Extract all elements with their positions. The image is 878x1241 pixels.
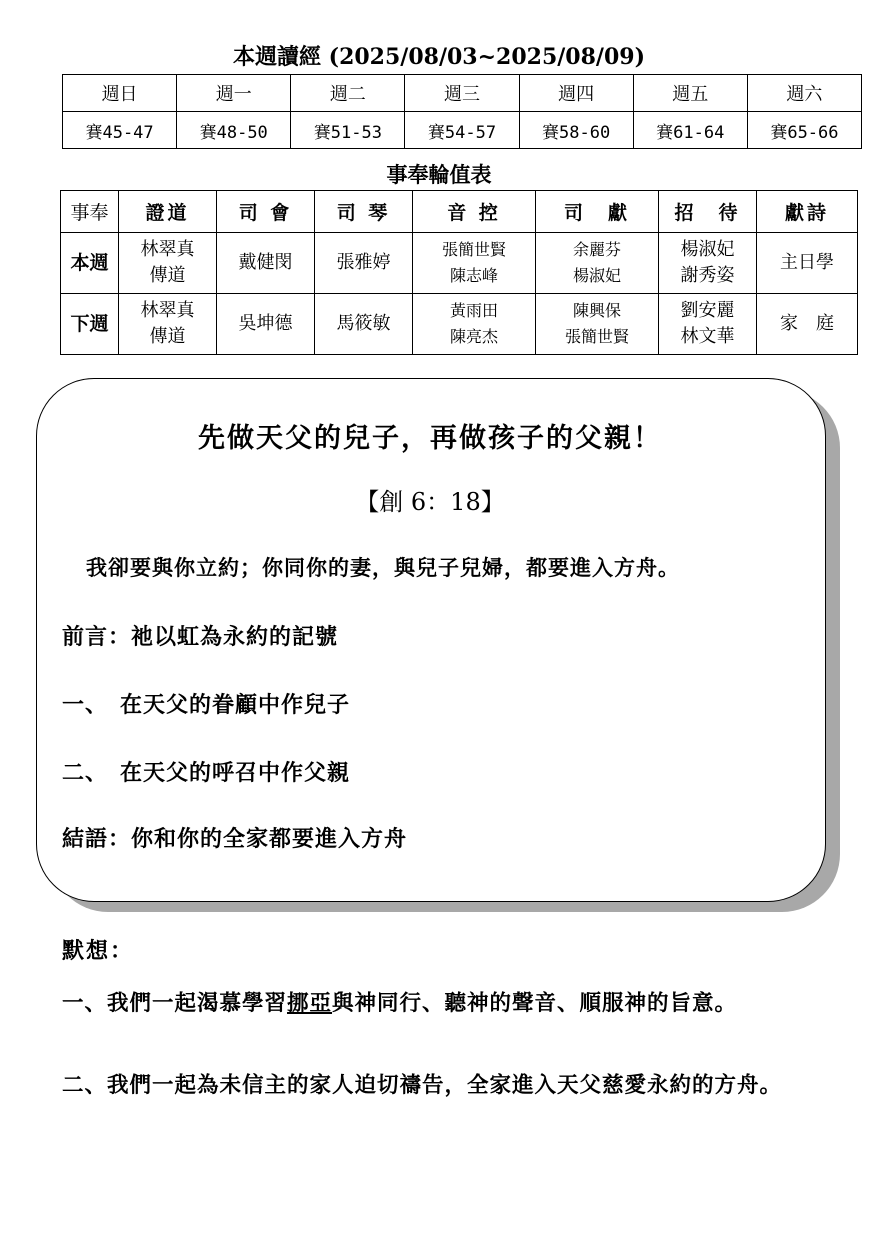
duty-cell — [659, 233, 757, 294]
duty-cell — [413, 294, 536, 355]
duty-cell — [536, 233, 659, 294]
duty-name: 主日學 — [780, 252, 834, 273]
chapter-cell: 賽61-64 — [633, 112, 747, 149]
day-cell: 週六 — [747, 75, 861, 112]
duty-name: 林翠真 — [140, 300, 195, 321]
verse-text: 我卻要與你立約；你同你的妻，與兒子兒婦，都要進入方舟。 — [86, 555, 680, 580]
duty-cell — [413, 233, 536, 294]
chapter-cell: 賽45-47 — [63, 112, 177, 149]
sermon-point-2: 二、 在天父的呼召中作父親 — [62, 760, 351, 786]
duty-header: 招 待 — [659, 191, 757, 233]
duty-header: 司 琴 — [315, 191, 413, 233]
duty-row-next-week — [61, 294, 858, 355]
meditation-text: 與神同行、聽神的聲音、順服神的旨意。 — [332, 991, 738, 1016]
duty-name: 傳道 — [149, 326, 186, 347]
reading-title: 本週讀經 (2025/08/03~2025/08/09) — [233, 44, 645, 70]
chapter-cell: 賽48-50 — [177, 112, 291, 149]
duty-name: 楊淑妃 — [572, 266, 621, 285]
reading-table — [62, 74, 862, 149]
duty-name: 劉安麗 — [680, 300, 735, 321]
duty-header: 獻詩 — [757, 191, 858, 233]
chapter-cell: 賽58-60 — [519, 112, 633, 149]
duty-cell — [757, 294, 858, 355]
duty-cell — [119, 233, 217, 294]
chapter-cell: 賽65-66 — [747, 112, 861, 149]
duty-cell — [659, 294, 757, 355]
verse-reference: 【創 6：18】 — [355, 488, 505, 516]
duty-title: 事奉輪值表 — [386, 162, 492, 187]
day-cell: 週四 — [519, 75, 633, 112]
duty-name: 張簡世賢 — [441, 240, 506, 259]
duty-cell — [119, 294, 217, 355]
day-cell: 週日 — [63, 75, 177, 112]
duty-cell — [217, 294, 315, 355]
duty-header: 音 控 — [413, 191, 536, 233]
duty-name: 林文華 — [680, 326, 735, 347]
duty-header: 司 獻 — [536, 191, 659, 233]
chapter-cell: 賽54-57 — [405, 112, 519, 149]
duty-name: 余麗芬 — [572, 240, 621, 259]
duty-name: 戴健閔 — [238, 252, 293, 273]
reading-days-row — [63, 75, 862, 112]
sermon-point-1: 一、 在天父的眷顧中作兒子 — [62, 692, 351, 718]
day-cell: 週三 — [405, 75, 519, 112]
sermon-intro: 前言：祂以虹為永約的記號 — [62, 624, 339, 650]
sermon-conclusion: 結語：你和你的全家都要進入方舟 — [62, 826, 408, 852]
reading-chapters-row — [63, 112, 862, 149]
meditation-label: 默想： — [62, 938, 135, 964]
duty-row-this-week — [61, 233, 858, 294]
duty-name: 張簡世賢 — [564, 327, 629, 346]
duty-name: 傳道 — [149, 265, 186, 286]
duty-name: 馬筱敏 — [336, 313, 391, 334]
duty-name: 陳志峰 — [449, 266, 498, 285]
chapter-cell: 賽51-53 — [291, 112, 405, 149]
duty-header: 事奉 — [61, 191, 119, 233]
sermon-title: 先做天父的兒子，再做孩子的父親！ — [198, 423, 662, 454]
duty-cell — [757, 233, 858, 294]
duty-name: 吳坤德 — [238, 313, 293, 334]
duty-name: 陳興保 — [572, 301, 621, 320]
day-cell: 週五 — [633, 75, 747, 112]
duty-name: 黃雨田 — [449, 301, 498, 320]
duty-header-row — [61, 191, 858, 233]
meditation-item-1 — [62, 986, 878, 1022]
meditation-item-2: 二、我們一起為未信主的家人迫切禱告，全家進入天父慈愛永約的方舟。 — [62, 1073, 783, 1098]
meditation-text: 一、我們一起渴慕學習 — [62, 991, 288, 1016]
duty-cell — [536, 294, 659, 355]
duty-cell — [217, 233, 315, 294]
duty-name: 林翠真 — [140, 239, 195, 260]
duty-name: 陳亮杰 — [449, 327, 498, 346]
duty-header: 司 會 — [217, 191, 315, 233]
meditation-name-underlined: 挪亞 — [287, 991, 333, 1016]
duty-row-label: 本週 — [61, 233, 119, 294]
duty-name: 楊淑妃 — [680, 239, 735, 260]
duty-row-label: 下週 — [61, 294, 119, 355]
day-cell: 週一 — [177, 75, 291, 112]
duty-cell — [315, 233, 413, 294]
duty-table — [60, 190, 858, 355]
duty-name: 謝秀姿 — [680, 265, 735, 286]
duty-cell — [315, 294, 413, 355]
duty-header: 證道 — [119, 191, 217, 233]
duty-name: 家 庭 — [780, 313, 834, 334]
duty-name: 張雅婷 — [336, 252, 391, 273]
day-cell: 週二 — [291, 75, 405, 112]
